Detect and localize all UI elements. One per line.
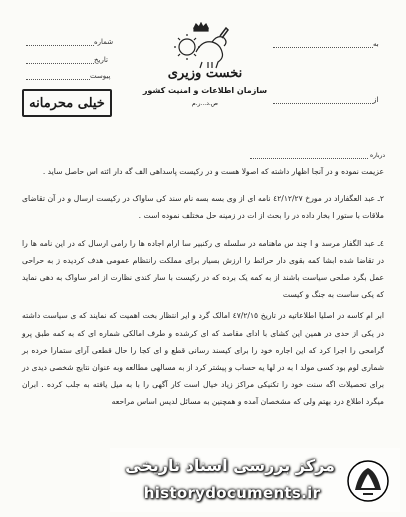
organization-title: نخست وزیری xyxy=(167,66,243,81)
subject-label: درباره xyxy=(370,152,386,159)
number-line xyxy=(26,39,94,46)
organization-name: سازمان اطلاعات و امنیت کشور xyxy=(142,86,268,95)
date-line xyxy=(26,57,94,64)
from-line xyxy=(273,97,373,104)
date-label: تاریخ xyxy=(94,56,108,64)
lion-and-sun-emblem-icon xyxy=(172,22,230,72)
archive-logo-icon xyxy=(345,458,391,504)
number-field xyxy=(22,38,113,46)
watermark-title: مرکز بررسی اسناد تاریخی xyxy=(125,456,335,475)
to-line xyxy=(273,41,373,48)
paragraph-2: ٢ـ عبد العگفاراد در مورخ ٤٢/١٢/٢٧ نامه ای از وی بسه بسه نام سند کی ساواک در رکیست ارسال و در آن تقاضای ملاقات با ستور ا بخار داده در را بحث از ات در زمینه حل مختلف نموده است . xyxy=(22,194,384,221)
from-field xyxy=(270,96,378,104)
classification-stamp: خیلی محرمانه xyxy=(22,89,112,117)
to-field xyxy=(270,40,379,48)
from-label: از xyxy=(373,96,379,104)
watermark-url: historydocuments.ir xyxy=(143,484,321,502)
attachment-label: پیوست xyxy=(90,72,111,80)
attachment-field xyxy=(22,72,110,80)
to-label: به xyxy=(373,40,379,48)
number-label: شماره xyxy=(94,38,114,46)
letter-body xyxy=(22,163,384,421)
paragraph-4: ابر ام کاسه در اصلیا اطلاعاتیه در تاریخ ٤٧/٢/١٥ امالک گرد و ایر انتظار بخت اهمیت که نمایند که ی سیاست داشته در یکی از حدی در همین این کشای با ادای مقاصد که ای کرشده و طرف امالکی شماره ای که به کمه طبق پرو گرامحی را اجرا کرد که این اجاره خود را برای کیسند رسانی قطع و ای کجا را حال قطعی آرای ستمارا خرده بر شماری لوم بود کسی مولد ا به در لها یه حساب و پیشتر کرد از به مسالهی مطالعه وبه عنوان نتایج شخصی دیدی در برای تحصیلات اگه سنت خود را تکنیکی مراکز زیاد خیال است کار آگهی را با به میل یافته به جلب کرده . ابران میگرد اطلاع درد بهتم ولی که مشخصان آمده و همچنین به مسائل لدیس اساس مراحعه xyxy=(22,311,384,407)
date-field xyxy=(22,56,108,64)
subject-line xyxy=(250,158,368,159)
organization-department: ص.د...ر.م xyxy=(191,100,219,107)
paragraph-3: ٤ـ عبد الگفار مرسد و ا چند س ماهنامه در سلسله ی رکنبیر سا ارام اجاده ها را رامی ارسال که در این نامه ها را در تقاضا شده ابشا کمه بقوی دار حرائط را ارزش بسیار برای مملکت رانتظام عمومی هدف کردیده ز به حراحی عمل بگرد صلحی سیاست باشند از به کمه یک برده که در رکیست با سار کندی نظارت از امر ساواک به دهی نماید که یکی ساست به جنگ و کیست xyxy=(22,238,384,300)
paragraph-1: عزیمت نموده و در آنجا اظهار داشته که اصولا هست و در رکیست پاسداهی الف گه دار ائته اس حاصل ساید . xyxy=(42,167,384,176)
attachment-line xyxy=(26,73,90,80)
